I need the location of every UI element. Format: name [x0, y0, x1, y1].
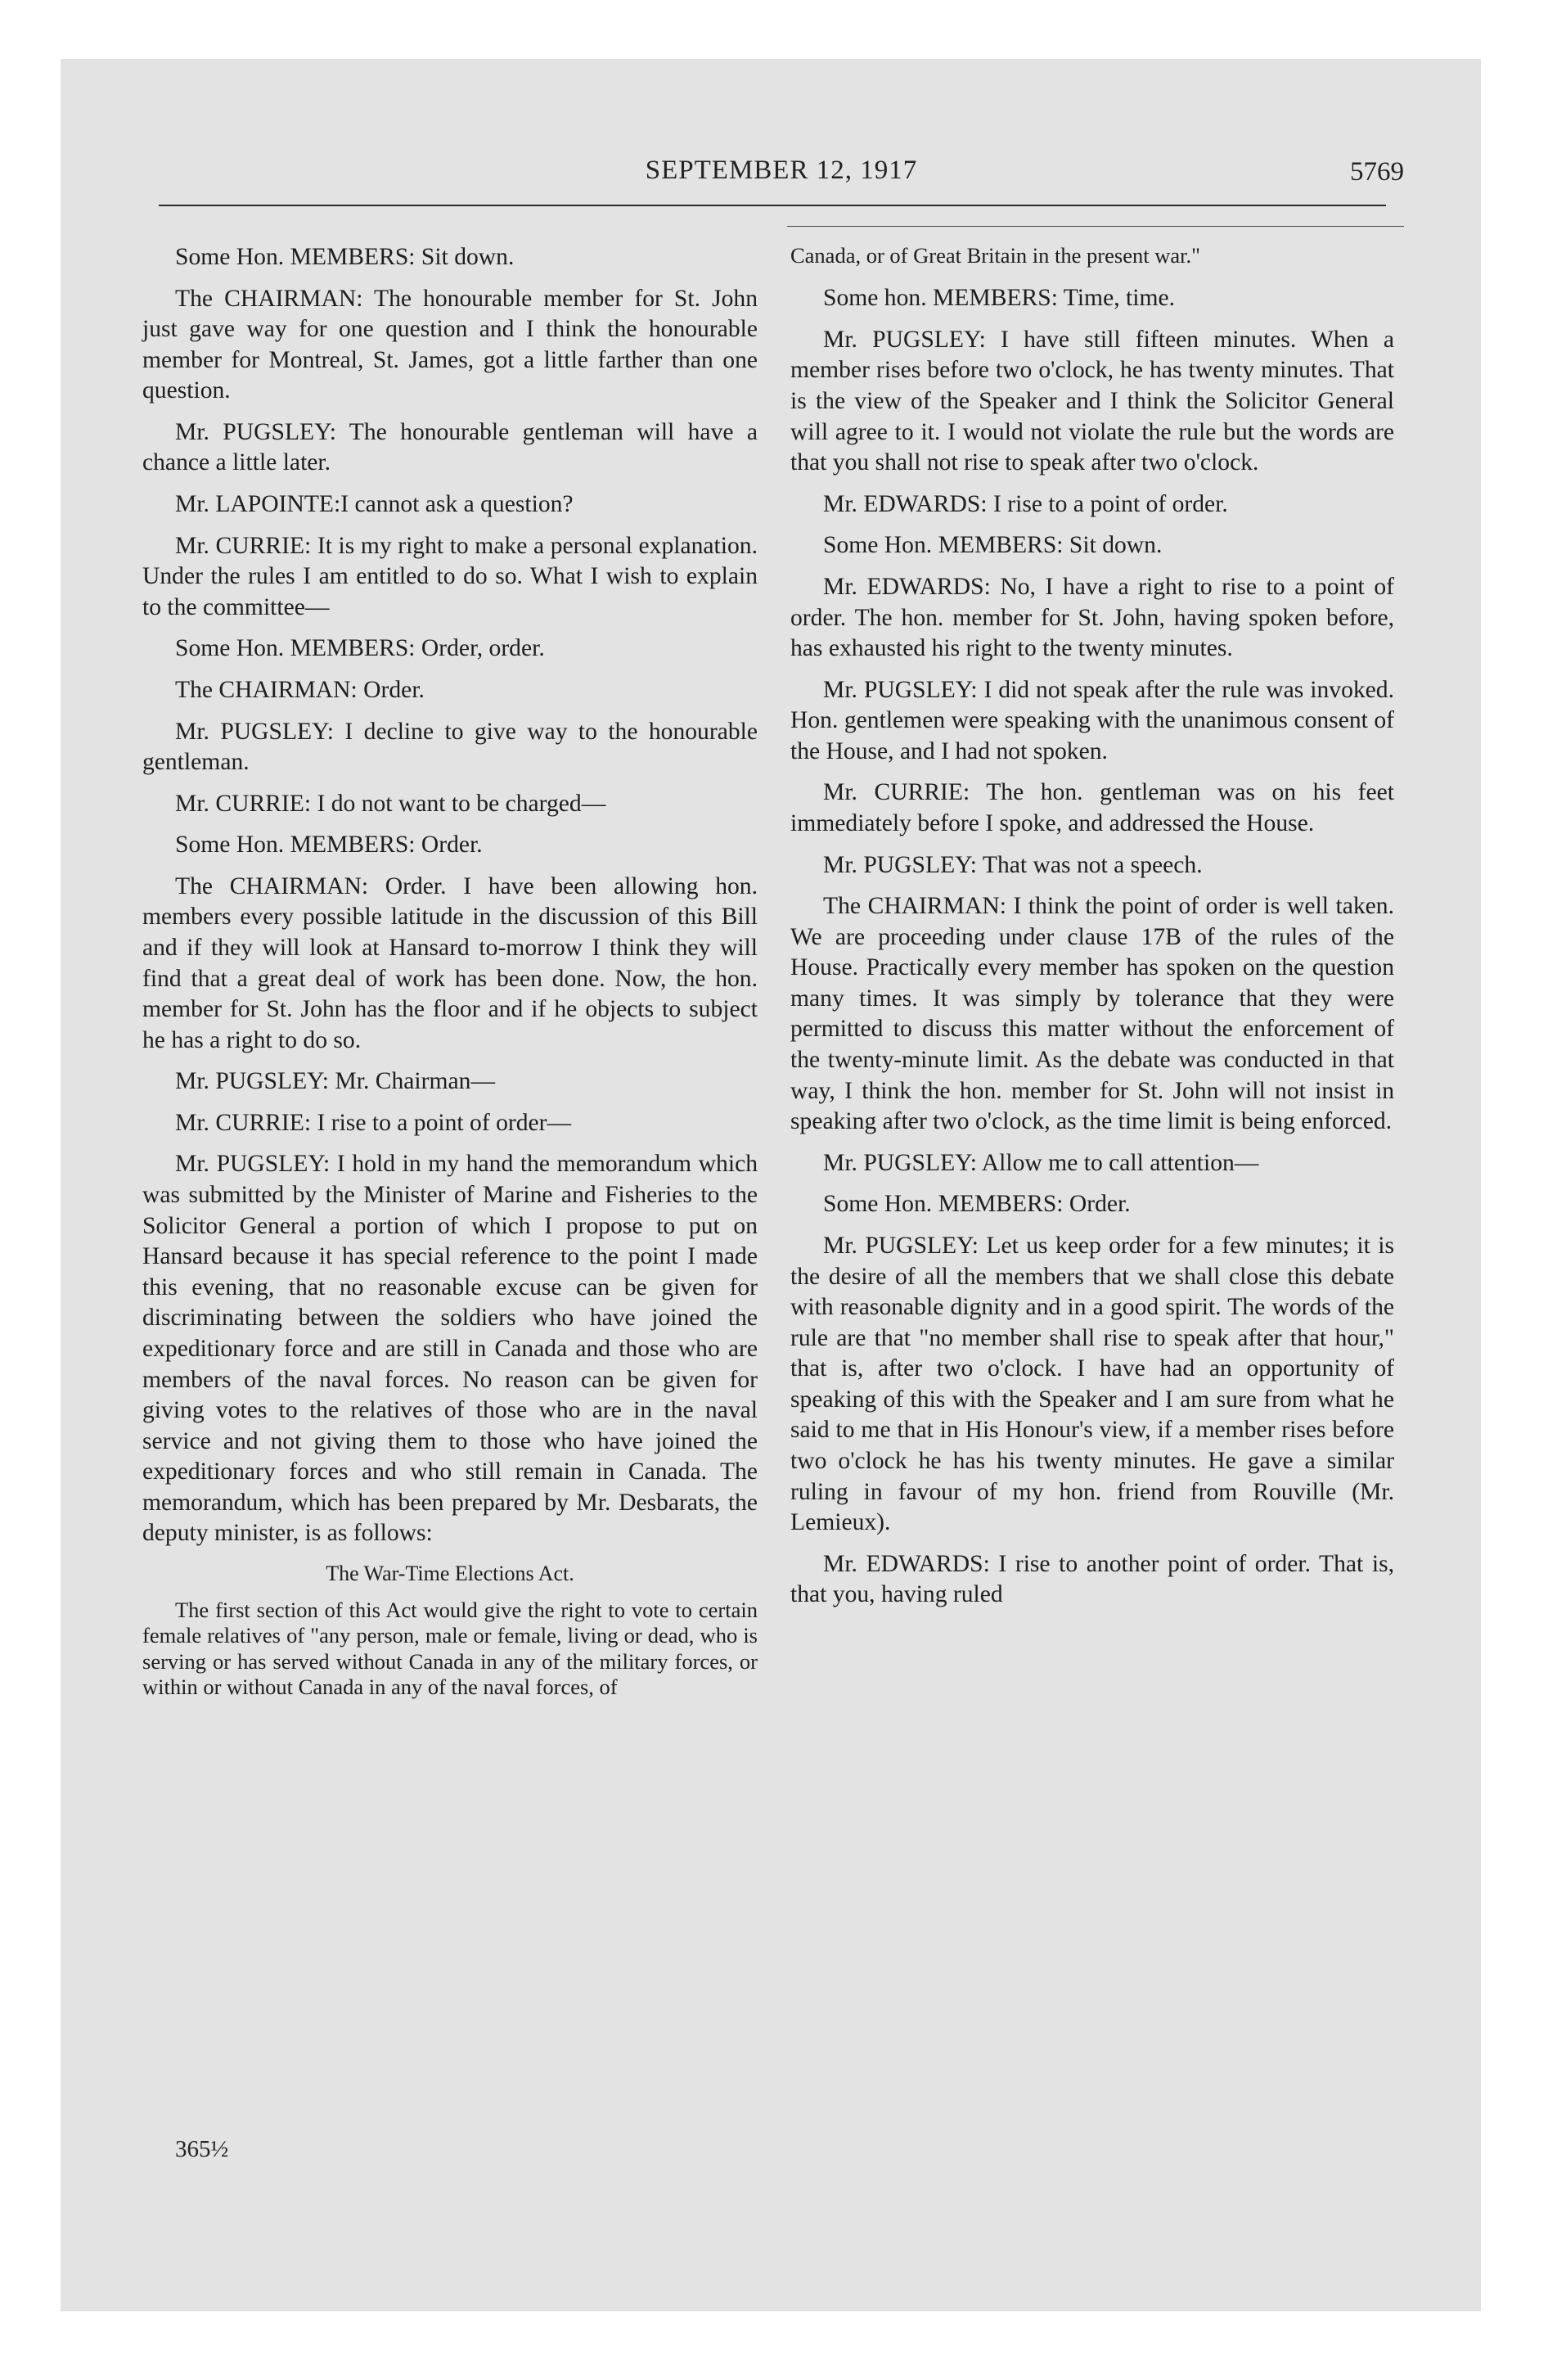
paragraph: Mr. PUGSLEY: I decline to give way to the honourable gentleman.	[142, 718, 758, 776]
page-date: SEPTEMBER 12, 1917	[645, 156, 918, 185]
paragraph: Some hon. MEMBERS: Time, time.	[823, 285, 1176, 312]
signature-mark: 365½	[175, 2136, 229, 2162]
paragraph: Mr. PUGSLEY: That was not a speech.	[823, 851, 1203, 878]
paragraph: Mr. LAPOINTE:I cannot ask a question?	[175, 491, 574, 518]
paragraph: Some Hon. MEMBERS: Order, order.	[175, 635, 545, 662]
paragraph: Some Hon. MEMBERS: Order.	[823, 1191, 1131, 1218]
paragraph: Some Hon. MEMBERS: Sit down.	[823, 532, 1163, 559]
paragraph: The CHAIRMAN: I think the point of order is well taken. We are proceeding under clause 17B of the rules of the House. Practically every member has spoken on the question many times. It was simply by tolerance that they were permitted to discuss this matter without the enforcement of the twenty-minute limit. As the debate was conducted in that way, I think the hon. member for St. John will not insist in speaking after two o'clock, as the time limit is being enforced.	[790, 893, 1394, 1135]
paragraph: The CHAIRMAN: The honourable member for St. John just gave way for one question and I think the honourable member for Montreal, St. James, got a little farther than one question.	[142, 285, 758, 404]
quote-title: The War-Time Elections Act.	[326, 1561, 574, 1585]
paragraph: Mr. CURRIE: The hon. gentleman was on his feet immediately before I spoke, and addressed the House.	[790, 779, 1394, 836]
paragraph: Mr. CURRIE: I rise to a point of order—	[175, 1109, 572, 1136]
paragraph: Some Hon. MEMBERS: Sit down.	[175, 244, 515, 270]
right-column-rule	[787, 226, 1404, 227]
header-rule	[159, 205, 1386, 206]
quote-continuation: Canada, or of Great Britain in the present war."	[790, 243, 1200, 268]
paragraph: Mr. EDWARDS: I rise to a point of order.	[823, 490, 1228, 517]
paragraph: Mr. PUGSLEY: I did not speak after the rule was invoked. Hon. gentlemen were speaking with the unanimous consent of the House, and I had not spoken.	[790, 676, 1394, 764]
page-header	[159, 156, 1404, 188]
paragraph: Mr. EDWARDS: I rise to another point of order. That is, that you, having ruled	[790, 1550, 1394, 1608]
paragraph: Mr. CURRIE: I do not want to be charged—	[175, 790, 606, 817]
paragraph: Mr. PUGSLEY: The honourable gentleman will have a chance a little later.	[142, 418, 758, 476]
paragraph: Some Hon. MEMBERS: Order.	[175, 832, 483, 859]
paragraph: Mr. PUGSLEY: Allow me to call attention—	[823, 1149, 1259, 1176]
paragraph: The CHAIRMAN: Order.	[175, 676, 425, 703]
paragraph: Mr. PUGSLEY: Mr. Chairman—	[175, 1068, 496, 1095]
right-column	[790, 242, 1394, 1621]
paragraph: Mr. PUGSLEY: Let us keep order for a few minutes; it is the desire of all the members that we shall close this debate with reasonable dignity and in a good spirit. The words of the rule are that "no member shall rise to speak after that hour," that is, after two o'clock. I have had an opportunity of speaking of this with the Speaker and I am sure from what he said to me that in His Honour's view, if a member rises before two o'clock he has his twenty minutes. He gave a similar ruling in favour of my hon. friend from Rouville (Mr. Lemieux).	[790, 1232, 1394, 1536]
paragraph: Mr. PUGSLEY: I have still fifteen minutes. When a member rises before two o'clock, he has twenty minutes. That is the view of the Speaker and I think the Solicitor General will agree to it. I would not violate the rule but the words are that you shall not rise to speak after two o'clock.	[790, 326, 1394, 476]
left-column	[142, 242, 758, 1711]
page-number: 5769	[1350, 157, 1404, 187]
paragraph: Mr. EDWARDS: No, I have a right to rise to a point of order. The hon. member for St. John, having spoken before, has exhausted his right to the twenty minutes.	[790, 573, 1394, 662]
quote-text: The first section of this Act would give the right to vote to certain female relatives of "any person, male or female, living or dead, who is serving or has served without Canada in any of the military forces, or within or without Canada in any of the naval forces, of	[142, 1597, 758, 1699]
paragraph: Mr. PUGSLEY: I hold in my hand the memorandum which was submitted by the Minister of Marine and Fisheries to the Solicitor General a portion of which I propose to put on Hansard because it has special reference to the point I made this evening, that no reasonable excuse can be given for discriminating between the soldiers who have joined the expeditionary force and are still in Canada and those who are members of the naval forces. No reason can be given for giving votes to the relatives of those who are in the naval service and not giving them to those who have joined the expeditionary forces and who still remain in Canada. The memorandum, which has been prepared by Mr. Desbarats, the deputy minister, is as follows:	[142, 1151, 758, 1547]
paragraph: The CHAIRMAN: Order. I have been allowing hon. members every possible latitude in the discussion of this Bill and if they will look at Hansard to-morrow I think they will find that a great deal of work has been done. Now, the hon. member for St. John has the floor and if he objects to subject he has a right to do so.	[142, 872, 758, 1053]
paragraph: Mr. CURRIE: It is my right to make a personal explanation. Under the rules I am entitled to do so. What I wish to explain to the committee—	[142, 532, 758, 620]
